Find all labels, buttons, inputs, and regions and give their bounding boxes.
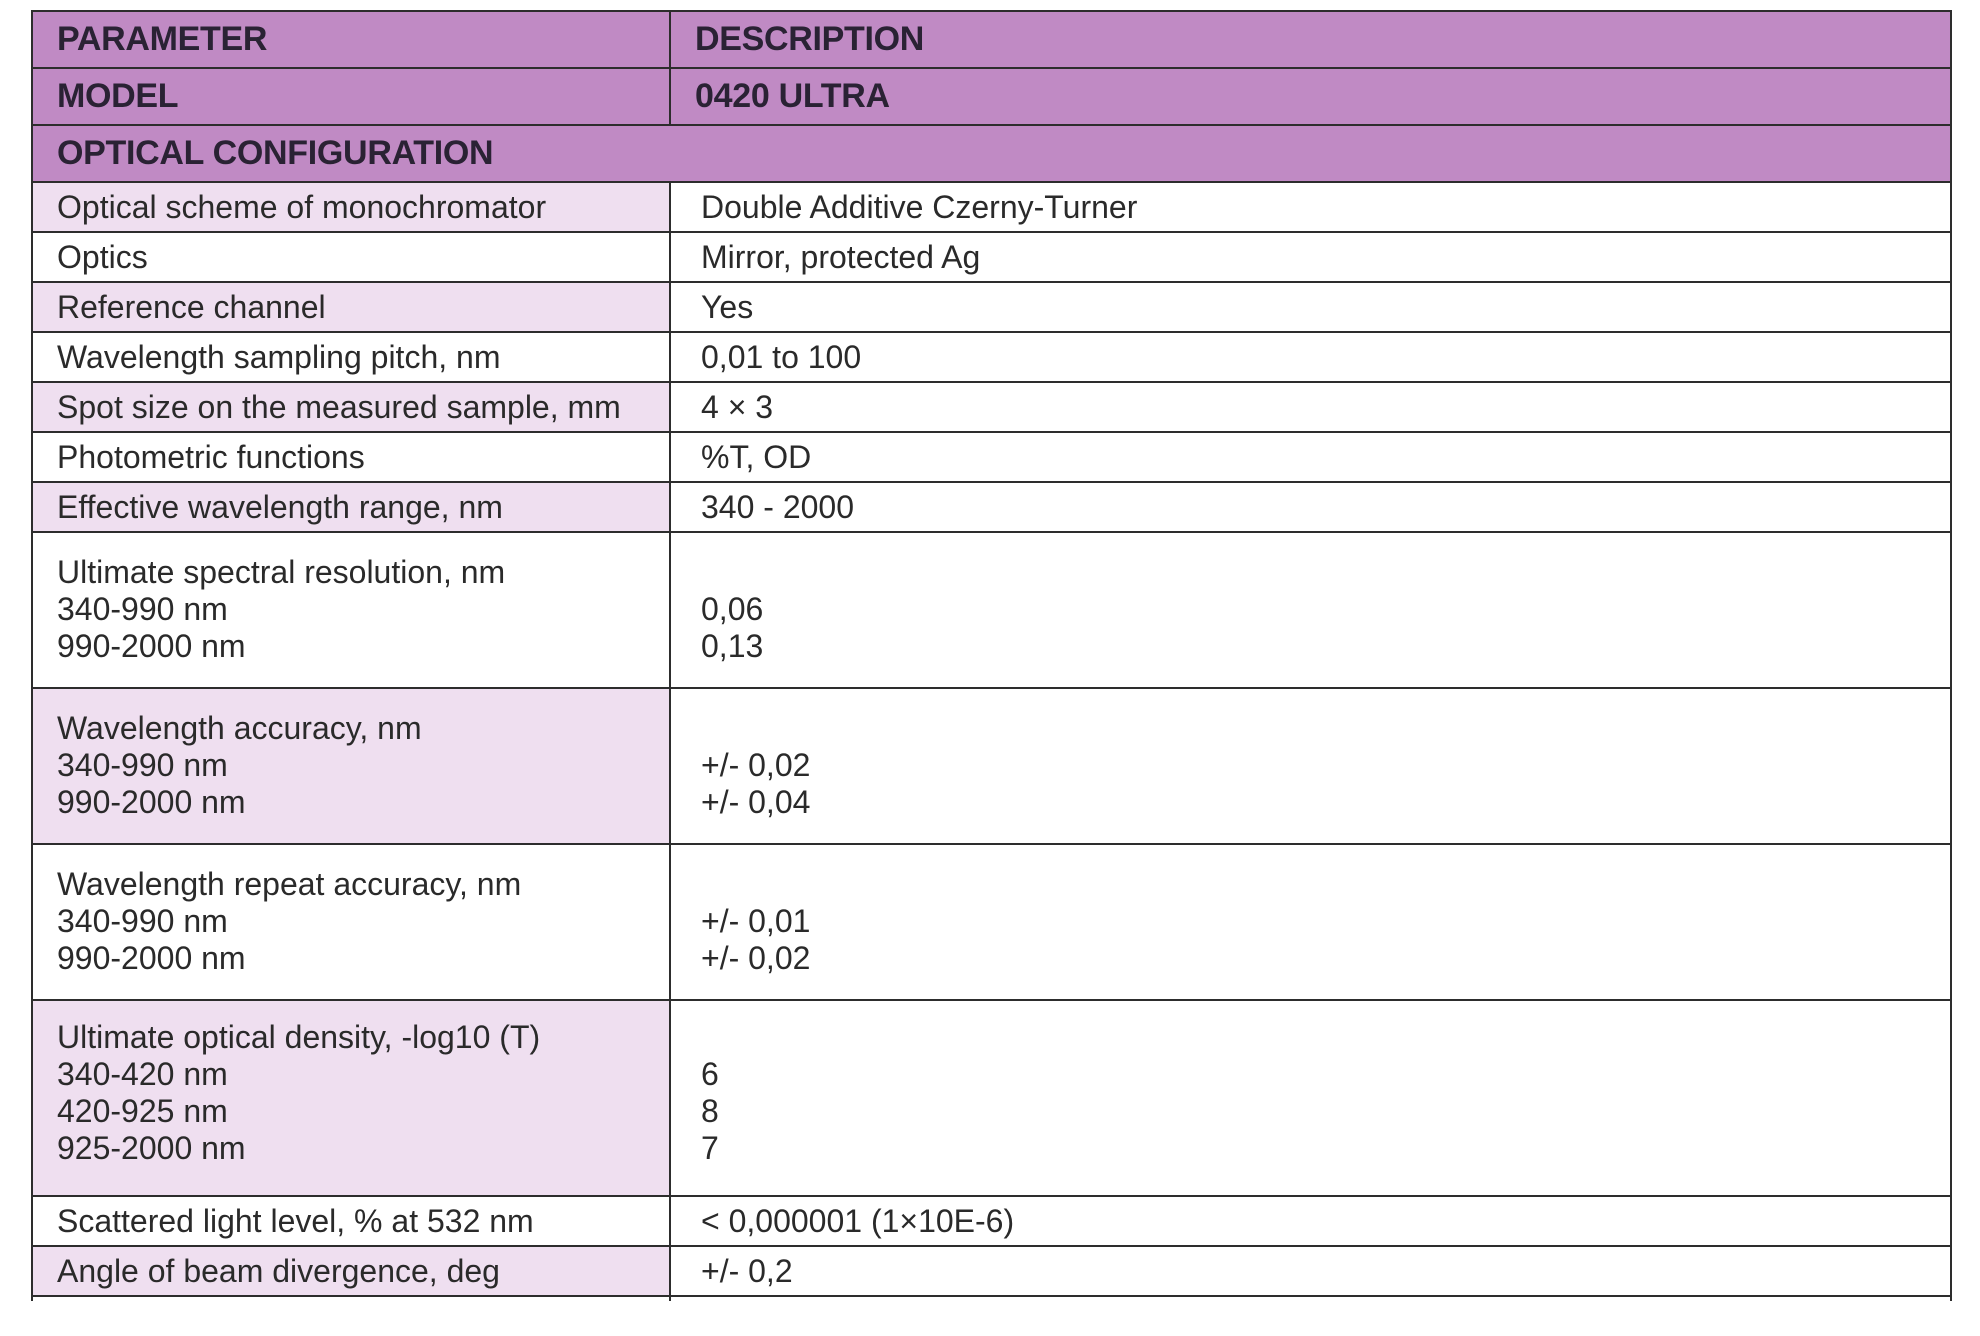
- param-subrange: 925-2000 nm: [57, 1130, 246, 1166]
- table-row: [32, 332, 1951, 382]
- value-line: 7: [701, 1130, 719, 1166]
- value-cell: 340 - 2000: [670, 482, 1951, 532]
- value-line: 0,13: [701, 628, 764, 664]
- param-subrange: 340-990 nm: [57, 591, 228, 627]
- table-row: [32, 182, 1951, 232]
- model-value: 0420 ULTRA: [670, 68, 1951, 125]
- param-cell: Scattered light level, % at 532 nm: [32, 1196, 670, 1246]
- spec-table: [31, 10, 1952, 1301]
- param-cell: Reference channel: [32, 282, 670, 332]
- table-row: [32, 1000, 1951, 1196]
- table-row: [32, 1196, 1951, 1246]
- value-cell: Mirror, protected Ag: [670, 232, 1951, 282]
- param-cell: [32, 688, 670, 844]
- section-title: OPTICAL CONFIGURATION: [32, 125, 1951, 182]
- table-row: [32, 482, 1951, 532]
- value-line: 6: [701, 1056, 719, 1092]
- description-header: DESCRIPTION: [670, 11, 1951, 68]
- param-cell: [32, 844, 670, 1000]
- section-row: [32, 125, 1951, 182]
- value-line: 0,06: [701, 591, 764, 627]
- table-row: [32, 282, 1951, 332]
- table-header-row: [32, 11, 1951, 68]
- param-title: Ultimate spectral resolution, nm: [57, 554, 506, 590]
- cutoff-cell: [32, 1296, 670, 1301]
- param-title: Wavelength repeat accuracy, nm: [57, 866, 522, 902]
- param-cell: Spot size on the measured sample, mm: [32, 382, 670, 432]
- value-line: +/- 0,04: [701, 784, 811, 820]
- table-row: [32, 382, 1951, 432]
- table-row: [32, 844, 1951, 1000]
- param-title: Ultimate optical density, -log10 (T): [57, 1019, 541, 1055]
- param-cell: Effective wavelength range, nm: [32, 482, 670, 532]
- param-cell: Optics: [32, 232, 670, 282]
- value-line: 8: [701, 1093, 719, 1129]
- value-cell: +/- 0,2: [670, 1246, 1951, 1296]
- value-line: +/- 0,02: [701, 940, 811, 976]
- value-cell: Double Additive Czerny-Turner: [670, 182, 1951, 232]
- value-cell: 0,01 to 100: [670, 332, 1951, 382]
- model-row: [32, 68, 1951, 125]
- param-subrange: 340-990 nm: [57, 747, 228, 783]
- value-cell: Yes: [670, 282, 1951, 332]
- param-subrange: 990-2000 nm: [57, 784, 246, 820]
- value-cell: [670, 688, 1951, 844]
- cutoff-cell: [670, 1296, 1951, 1301]
- value-cell: [670, 844, 1951, 1000]
- table-row: [32, 232, 1951, 282]
- param-cell: Optical scheme of monochromator: [32, 182, 670, 232]
- value-cell: %T, OD: [670, 432, 1951, 482]
- table-row: [32, 1246, 1951, 1296]
- param-subrange: 990-2000 nm: [57, 940, 246, 976]
- table-row-cutoff: [32, 1296, 1951, 1301]
- param-subrange: 420-925 nm: [57, 1093, 228, 1129]
- param-subrange: 340-420 nm: [57, 1056, 228, 1092]
- value-cell: < 0,000001 (1×10E-6): [670, 1196, 1951, 1246]
- parameter-header: PARAMETER: [32, 11, 670, 68]
- value-cell: [670, 1000, 1951, 1196]
- value-line: +/- 0,01: [701, 903, 811, 939]
- value-cell: [670, 532, 1951, 688]
- param-cell: [32, 1000, 670, 1196]
- param-subrange: 990-2000 nm: [57, 628, 246, 664]
- param-title: Wavelength accuracy, nm: [57, 710, 422, 746]
- table-row: [32, 432, 1951, 482]
- param-cell: Angle of beam divergence, deg: [32, 1246, 670, 1296]
- value-line: +/- 0,02: [701, 747, 811, 783]
- param-cell: Wavelength sampling pitch, nm: [32, 332, 670, 382]
- param-cell: [32, 532, 670, 688]
- table-row: [32, 688, 1951, 844]
- value-cell: 4 × 3: [670, 382, 1951, 432]
- table-row: [32, 532, 1951, 688]
- param-cell: Photometric functions: [32, 432, 670, 482]
- param-subrange: 340-990 nm: [57, 903, 228, 939]
- model-label: MODEL: [32, 68, 670, 125]
